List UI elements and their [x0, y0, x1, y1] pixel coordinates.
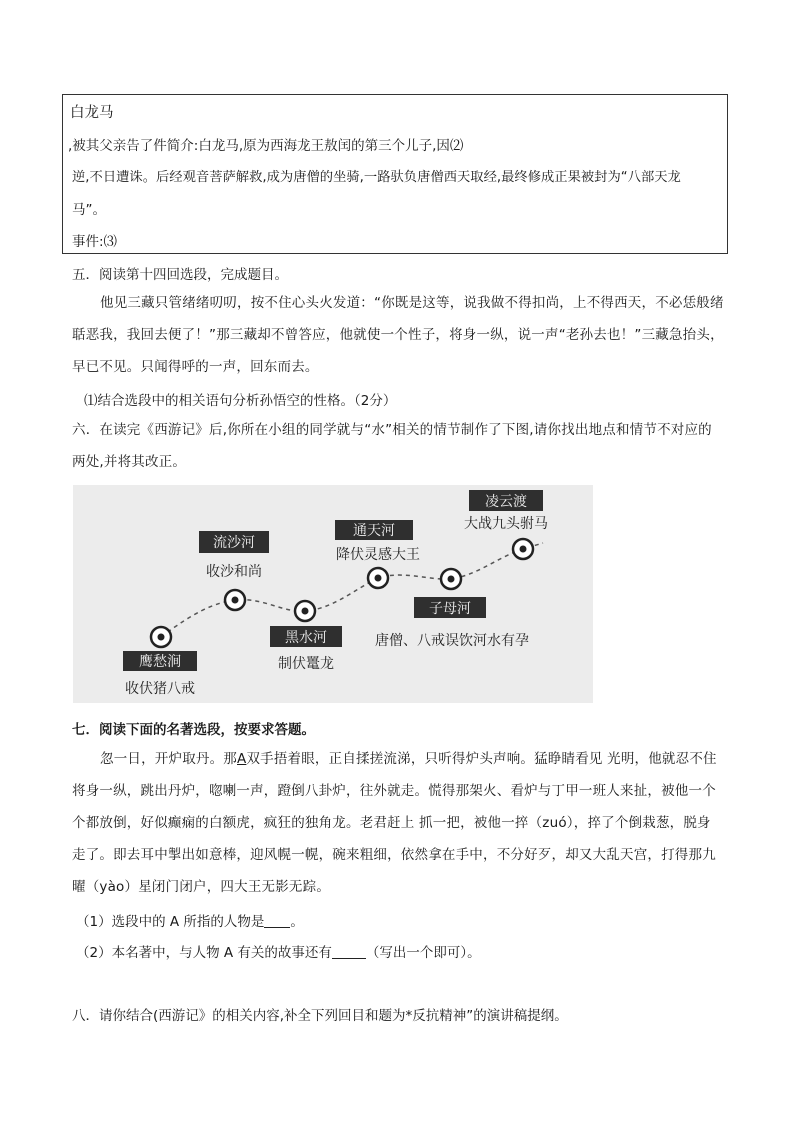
- card-title: 白龙马: [70, 105, 114, 121]
- q7-passage-rest: 双手捂着眼，正自揉搓流涕，只听得炉头声响。猛睁睛看见 光明，他就忍不住将身一纵，跳出丹炉，唿喇一声，蹬倒八卦炉，往外就走。慌得那架火、看炉与丁甲一班人来扯，被他一个个都放倒，好似癫痫的白额虎，疯狂的独角龙。老君赶上 抓一把，被他一捽（zuó），捽了个倒栽葱，脱身走了。即去耳中掣出如意棒，迎风幌一幌，碗来粗细，依然拿在手中，不分好歹，却又大乱天宫，打得那九曜（yào）星闭门闭户，四大王无影无踪。: [72, 751, 717, 895]
- card-line-3: 马”。: [72, 202, 106, 218]
- event-label-4: 降伏灵感大王: [336, 547, 420, 563]
- place-label-2: 流沙河: [213, 535, 255, 551]
- q7-subquestion-1: [76, 910, 304, 930]
- place-label-4: 通天河: [353, 523, 395, 539]
- q6-title: 六．在读完《西游记》后,你所在小组的同学就与“水”相关的情节制作了下图,请你找出地点和情节不对应的两处,并将其改正。: [72, 422, 712, 470]
- q7-sub1-text: （1）选段中的 A 所指的人物是: [76, 914, 265, 930]
- q5-title: 五．阅读第十四回选段，完成题目。: [72, 267, 288, 283]
- water-plot-map: [73, 485, 593, 703]
- event-label-3: 制伏鼍龙: [278, 656, 334, 672]
- answer-blank-1[interactable]: [264, 913, 290, 928]
- q7-sub2-end: （写出一个即可）。: [365, 945, 481, 961]
- q7-sub2-text: （2）本名著中，与人物 A 有关的故事还有: [76, 945, 332, 961]
- place-label-6: 凌云渡: [485, 494, 527, 510]
- q7-title: 七．阅读下面的名著选段，按要求答题。: [72, 722, 315, 738]
- route-node-2: [225, 590, 245, 610]
- place-label-5: 子母河: [429, 601, 471, 617]
- route-node-4: [368, 568, 388, 588]
- route-node-5: [441, 569, 461, 589]
- route-diagram: [73, 485, 593, 703]
- event-label-6: 大战九头驸马: [464, 516, 548, 532]
- q7-sub1-end: 。: [290, 914, 304, 930]
- q7-marker-a: A: [237, 751, 247, 767]
- event-label-2: 收沙和尚: [206, 564, 262, 580]
- card-line-4: 事件:⑶: [72, 234, 118, 250]
- q5-subquestion-1: ⑴结合选段中的相关语句分析孙悟空的性格。（2分）: [84, 393, 397, 409]
- q8-title: 八．请你结合(西游记》的相关内容,补全下列回目和题为*反抗精神”的演讲稿提纲。: [72, 1008, 568, 1024]
- q7-passage-start: 忽一日，开炉取丹。那: [100, 751, 237, 767]
- q5-passage: 他见三藏只管绪绪叨叨，按不住心头火发道：“你既是这等，说我做不得扣尚，上不得西天，不必恁般绪聒恶我，我回去便了！”那三藏却不曾答应，他就使一个性子，将身一纵，说一声“老孙去也！”三藏急抬头，早已不见。只闻得呼的一声，回东而去。: [72, 295, 724, 375]
- card-line-1: ,被其父亲告了件简介:白龙马,原为西海龙王敖闰的第三个儿子,因⑵: [68, 138, 464, 154]
- q7-passage: [72, 743, 724, 903]
- place-label-1: 鹰愁涧: [139, 654, 181, 670]
- event-label-5: 唐僧、八戒误饮河水有孕: [375, 633, 529, 649]
- card-line-2: 逆,不日遭诛。后经观音菩萨解救,成为唐僧的坐骑,一路驮负唐僧西天取经,最终修成正果被封为“八部天龙: [72, 170, 681, 185]
- route-node-3: [295, 601, 315, 621]
- q7-subquestion-2: [76, 941, 481, 961]
- answer-blank-2[interactable]: [332, 944, 366, 959]
- place-label-3: 黑水河: [285, 630, 327, 646]
- route-node-1: [151, 627, 171, 647]
- event-label-1: 收伏猪八戒: [125, 681, 195, 697]
- route-node-6: [513, 539, 533, 559]
